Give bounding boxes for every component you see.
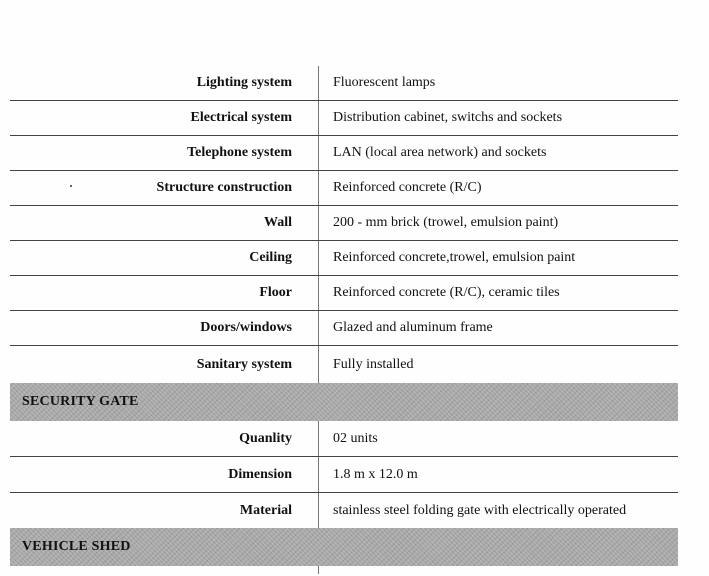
specification-table <box>10 66 678 574</box>
column-divider <box>318 566 319 574</box>
section-header-security-gate <box>10 383 678 421</box>
section-header-vehicle-shed <box>10 528 678 566</box>
column-divider <box>318 66 319 100</box>
column-divider <box>318 276 319 310</box>
column-divider <box>318 493 319 528</box>
table-row <box>10 66 678 101</box>
column-divider <box>318 206 319 240</box>
row-label: Quanlity <box>239 430 292 446</box>
row-label: Sanitary system <box>196 356 292 372</box>
table-row <box>10 206 678 241</box>
table-row <box>10 276 678 311</box>
table-row <box>10 171 678 206</box>
column-divider <box>318 136 319 170</box>
row-value: Fully installed <box>333 356 414 372</box>
row-value: Glazed and aluminum frame <box>333 320 493 335</box>
section-title: SECURITY GATE <box>22 394 139 409</box>
row-label: Electrical system <box>190 110 292 125</box>
column-divider <box>318 346 319 383</box>
table-row <box>10 421 678 457</box>
row-label: Material <box>239 502 292 518</box>
row-value: 02 units <box>333 430 378 446</box>
row-value: stainless steel folding gate with electrically operated <box>333 502 627 518</box>
column-divider <box>318 101 319 135</box>
row-label: Structure construction <box>156 180 292 195</box>
row-label: Lighting system <box>196 75 292 90</box>
row-label: Wall <box>263 215 292 230</box>
row-label: Ceiling <box>249 250 292 265</box>
table-row <box>10 493 678 528</box>
table-row <box>10 346 678 383</box>
table-row <box>10 457 678 493</box>
row-value: 200 - mm brick (trowel, emulsion paint) <box>333 215 559 230</box>
section-title: VEHICLE SHED <box>22 539 131 554</box>
table-row <box>10 311 678 346</box>
table-row <box>10 136 678 171</box>
row-value: 1.8 m x 12.0 m <box>333 466 418 482</box>
row-value: Reinforced concrete,trowel, emulsion paint <box>333 250 576 265</box>
table-row <box>10 101 678 136</box>
row-label: Telephone system <box>187 145 292 160</box>
column-divider <box>318 241 319 275</box>
row-value: Fluorescent lamps <box>333 75 436 90</box>
column-divider <box>318 311 319 345</box>
row-value: Reinforced concrete (R/C), ceramic tiles <box>333 285 560 300</box>
row-label: Doors/windows <box>200 320 292 335</box>
column-divider <box>318 171 319 205</box>
column-divider <box>318 421 319 456</box>
table-row <box>10 241 678 276</box>
column-divider <box>318 457 319 492</box>
row-label: Dimension <box>228 466 292 482</box>
row-value: Distribution cabinet, switchs and sockets <box>333 110 563 125</box>
row-label: Floor <box>259 285 292 300</box>
table-row-partial <box>10 566 678 574</box>
row-value: LAN (local area network) and sockets <box>333 145 547 160</box>
row-value: Reinforced concrete (R/C) <box>333 180 482 195</box>
